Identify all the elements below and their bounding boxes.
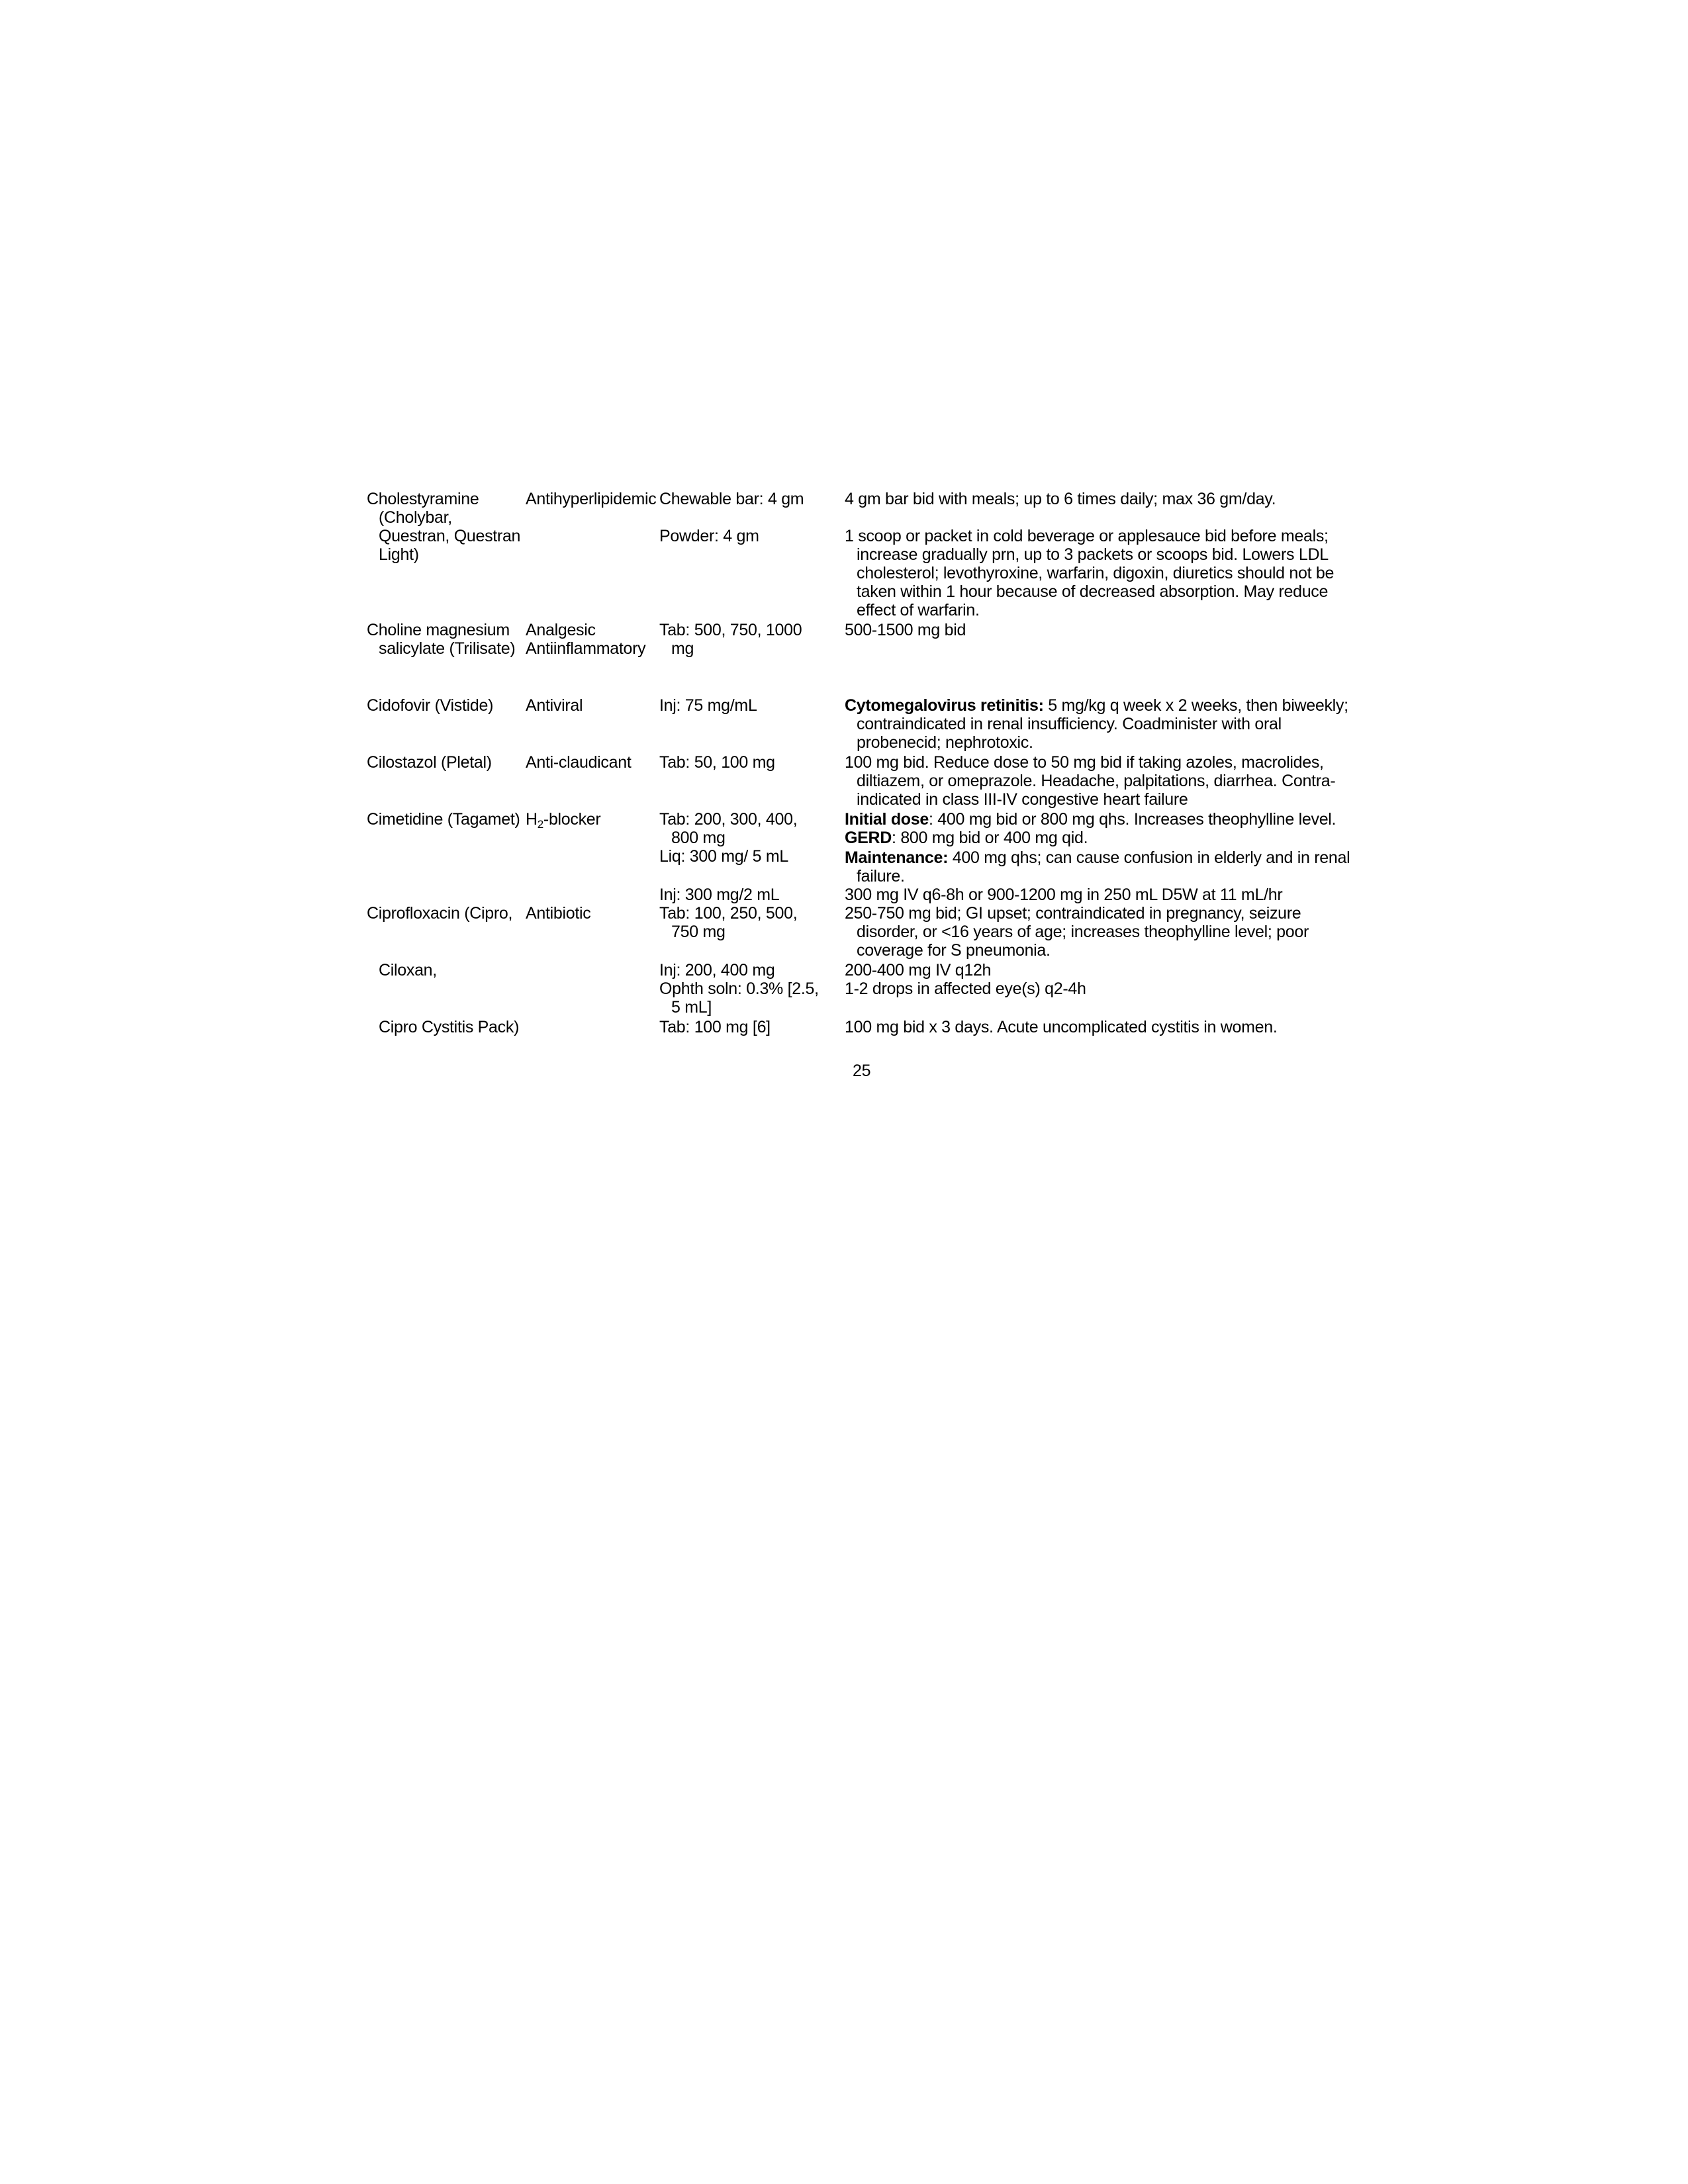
dosage-form: Chewable bar: 4 gm (659, 490, 804, 508)
dosage-text-part: : 400 mg bid or 800 mg qhs. Increases theophylline level. (928, 810, 1336, 829)
dosage-text: 1 scoop or packet in cold beverage or applesauce bid before meals; (845, 527, 1329, 545)
drug-name: Cidofovir (Vistide) (367, 696, 494, 715)
indication-label: Initial dose (845, 810, 929, 829)
dosage-text: 200-400 mg IV q12h (845, 961, 992, 979)
drug-name: Ciprofloxacin (Cipro, (367, 904, 513, 923)
page-number: 25 (853, 1062, 871, 1080)
drug-name: Cilostazol (Pletal) (367, 753, 492, 772)
dosage-form: Tab: 200, 300, 400, (659, 810, 798, 829)
dosage-form: 5 mL] (671, 998, 712, 1017)
dosage-form: Tab: 100 mg [6] (659, 1018, 771, 1036)
dosage-form: 750 mg (671, 923, 726, 941)
dosage-form: Tab: 100, 250, 500, (659, 904, 798, 923)
dosage-text: 300 mg IV q6-8h or 900-1200 mg in 250 mL D5W at 11 mL/hr (845, 886, 1283, 904)
dosage-text: diltiazem, or omeprazole. Headache, palpitations, diarrhea. Contra- (857, 772, 1336, 790)
dosage-text: cholesterol; levothyroxine, warfarin, digoxin, diuretics should not be (857, 564, 1335, 582)
dosage-form: Ophth soln: 0.3% [2.5, (659, 979, 819, 998)
dosage-text-part: : 800 mg bid or 400 mg qid. (892, 829, 1088, 847)
drug-class: Antiviral (526, 696, 583, 715)
dosage-form: Inj: 300 mg/2 mL (659, 886, 780, 904)
dosage-text: 4 gm bar bid with meals; up to 6 times daily; max 36 gm/day. (845, 490, 1276, 508)
drug-class (526, 810, 600, 829)
dosage-text (845, 810, 1336, 829)
dosage-form: Tab: 50, 100 mg (659, 753, 775, 772)
dosage-text: 1-2 drops in affected eye(s) q2-4h (845, 979, 1086, 998)
drug-class: Antihyperlipidemic (526, 490, 657, 508)
dosage-form: Inj: 75 mg/mL (659, 696, 757, 715)
drug-name-cont: Ciloxan, (379, 961, 437, 979)
dosage-form: Inj: 200, 400 mg (659, 961, 775, 979)
dosage-text: 100 mg bid x 3 days. Acute uncomplicated cystitis in women. (845, 1018, 1278, 1036)
dosage-form: Powder: 4 gm (659, 527, 759, 545)
drug-name: Choline magnesium (367, 621, 510, 639)
dosage-text (845, 829, 1088, 847)
drug-class: Antibiotic (526, 904, 591, 923)
drug-name-cont: Cipro Cystitis Pack) (379, 1018, 520, 1036)
dosage-text-part: 400 mg qhs; can cause confusion in elderly and in renal (948, 848, 1350, 867)
drug-name: Cimetidine (Tagamet) (367, 810, 520, 829)
drug-class-part: -blocker (543, 810, 601, 829)
dosage-text: failure. (857, 867, 905, 886)
dosage-text: increase gradually prn, up to 3 packets or scoops bid. Lowers LDL (857, 545, 1329, 564)
drug-class: Analgesic (526, 621, 596, 639)
dosage-text: 500-1500 mg bid (845, 621, 966, 639)
drug-name-cont: salicylate (Trilisate) (379, 639, 516, 658)
dosage-text-part: 5 mg/kg q week x 2 weeks, then biweekly; (1043, 696, 1348, 715)
dosage-text: probenecid; nephrotoxic. (857, 733, 1033, 752)
drug-name-cont: Light) (379, 545, 419, 564)
dosage-form: Liq: 300 mg/ 5 mL (659, 847, 789, 866)
dosage-text (845, 696, 1348, 715)
dosage-text: coverage for S pneumonia. (857, 941, 1051, 960)
drug-class-subscript: 2 (537, 818, 543, 831)
dosage-text: 250-750 mg bid; GI upset; contraindicated in pregnancy, seizure (845, 904, 1301, 923)
dosage-text: indicated in class III-IV congestive heart failure (857, 790, 1188, 809)
drug-class: Anti-claudicant (526, 753, 632, 772)
drug-name-cont: Questran, Questran (379, 527, 521, 545)
dosage-text (845, 848, 1350, 867)
dosage-text: effect of warfarin. (857, 601, 980, 619)
indication-label: Cytomegalovirus retinitis: (845, 696, 1044, 715)
dosage-text: contraindicated in renal insufficiency. Coadminister with oral (857, 715, 1282, 733)
drug-class-part: H (526, 810, 538, 829)
drug-class: Antiinflammatory (526, 639, 646, 658)
indication-label: Maintenance: (845, 848, 949, 867)
dosage-text: taken within 1 hour because of decreased absorption. May reduce (857, 582, 1329, 601)
dosage-text: 100 mg bid. Reduce dose to 50 mg bid if taking azoles, macrolides, (845, 753, 1324, 772)
dosage-form: Tab: 500, 750, 1000 (659, 621, 802, 639)
dosage-form: mg (671, 639, 694, 658)
indication-label: GERD (845, 829, 892, 847)
dosage-form: 800 mg (671, 829, 726, 847)
dosage-text: disorder, or <16 years of age; increases theophylline level; poor (857, 923, 1309, 941)
drug-name: Cholestyramine (367, 490, 479, 508)
drug-name-cont: (Cholybar, (379, 508, 452, 527)
